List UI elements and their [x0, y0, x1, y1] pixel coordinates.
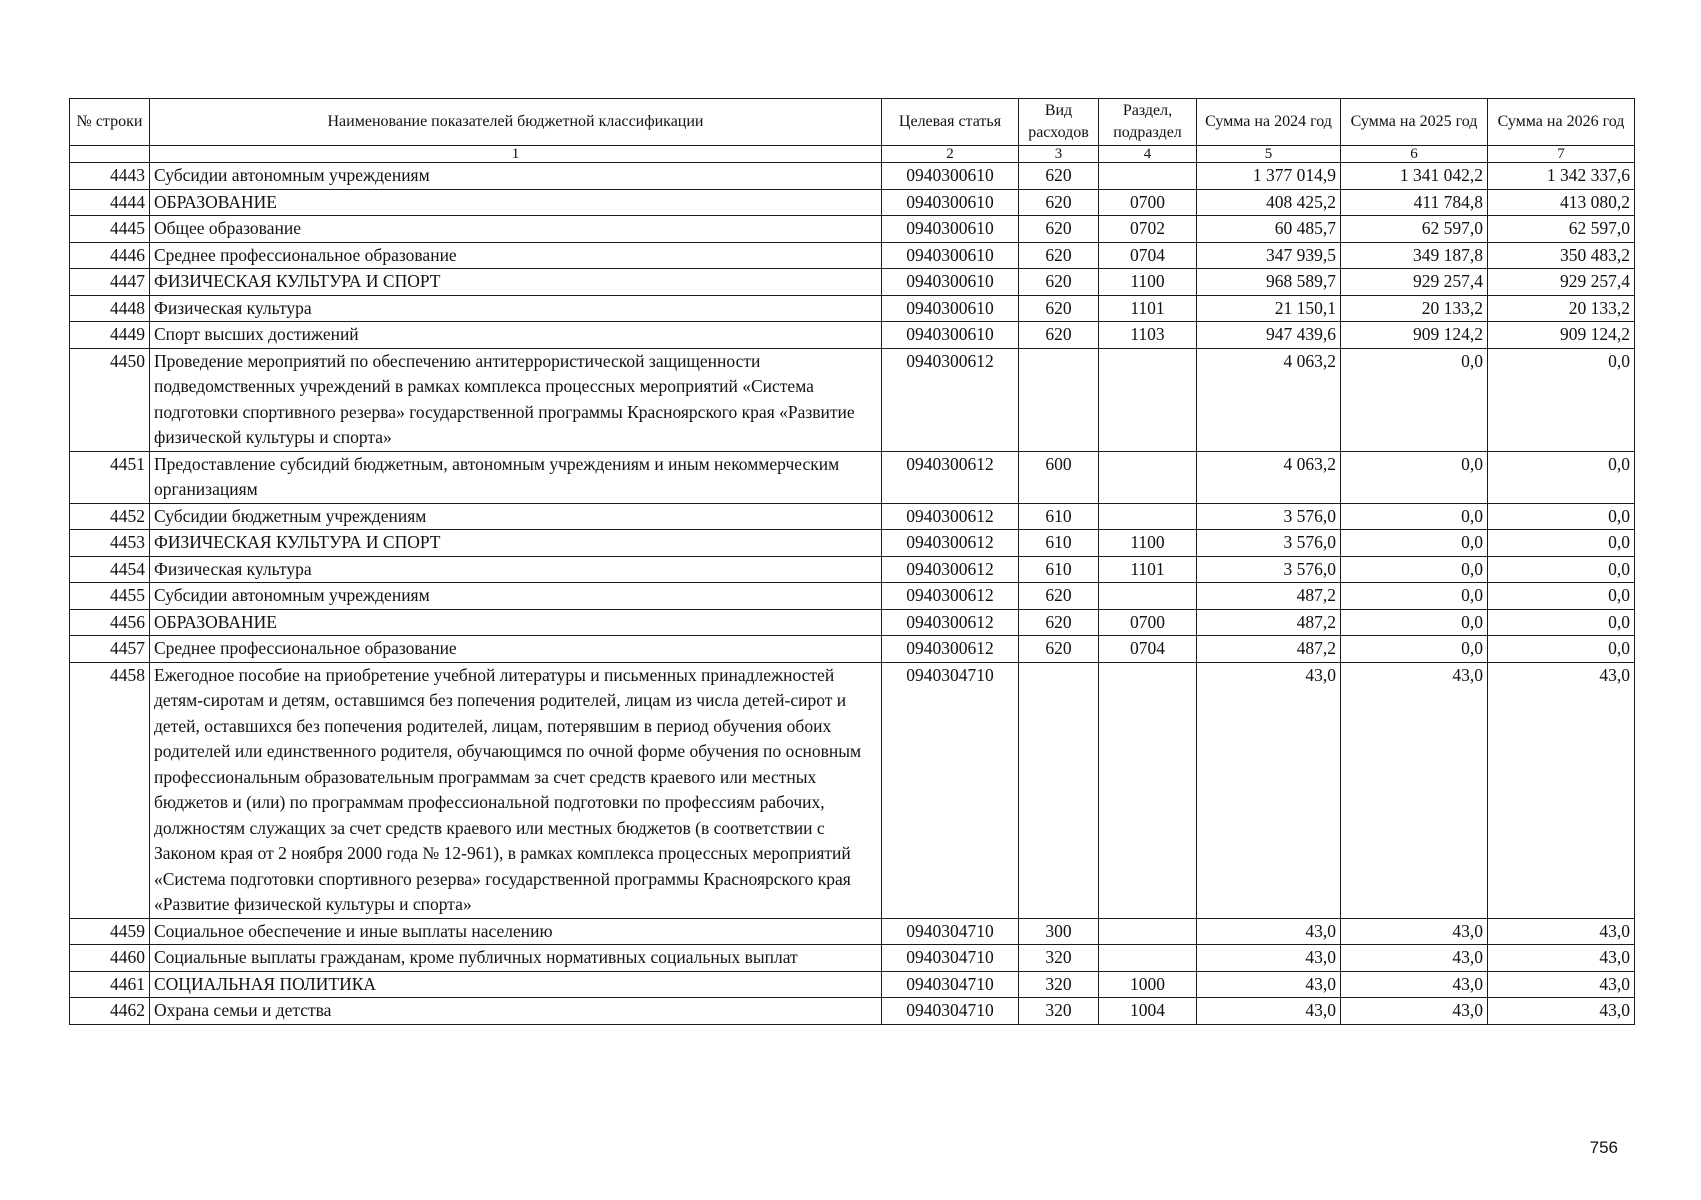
cell-section: 0700	[1099, 189, 1197, 216]
cell-expense-type: 610	[1019, 503, 1099, 530]
cell-sum-2024: 43,0	[1197, 662, 1341, 918]
header-target-article: Целевая статья	[882, 99, 1019, 146]
cell-sum-2026: 909 124,2	[1488, 322, 1635, 349]
budget-table	[69, 98, 1635, 1025]
table-row	[70, 583, 1635, 610]
column-number: 6	[1341, 146, 1488, 163]
cell-sum-2024: 3 576,0	[1197, 556, 1341, 583]
cell-name: Спорт высших достижений	[150, 322, 882, 349]
cell-sum-2026: 0,0	[1488, 556, 1635, 583]
cell-sum-2024: 43,0	[1197, 998, 1341, 1025]
cell-target-article: 0940300610	[882, 163, 1019, 190]
cell-sum-2024: 4 063,2	[1197, 451, 1341, 503]
cell-name: Субсидии бюджетным учреждениям	[150, 503, 882, 530]
cell-sum-2025: 0,0	[1341, 556, 1488, 583]
cell-sum-2026: 350 483,2	[1488, 242, 1635, 269]
cell-name: Проведение мероприятий по обеспечению антитеррористической защищенности подведомственных учреждений в рамках комплекса процессных мероприятий «Система подготовки спортивного резерва» государственной программы Красноярского края «Развитие физической культуры и спорта»	[150, 348, 882, 451]
cell-sum-2025: 0,0	[1341, 583, 1488, 610]
cell-row-number: 4454	[70, 556, 150, 583]
cell-row-number: 4451	[70, 451, 150, 503]
cell-sum-2025: 349 187,8	[1341, 242, 1488, 269]
cell-sum-2024: 1 377 014,9	[1197, 163, 1341, 190]
cell-row-number: 4461	[70, 971, 150, 998]
cell-section: 0704	[1099, 242, 1197, 269]
cell-row-number: 4449	[70, 322, 150, 349]
cell-target-article: 0940300610	[882, 242, 1019, 269]
cell-section: 1000	[1099, 971, 1197, 998]
cell-sum-2026: 413 080,2	[1488, 189, 1635, 216]
cell-name: Общее образование	[150, 216, 882, 243]
header-sum-2025: Сумма на 2025 год	[1341, 99, 1488, 146]
cell-sum-2024: 487,2	[1197, 583, 1341, 610]
header-expense-type: Вид расходов	[1019, 99, 1099, 146]
cell-name: Социальные выплаты гражданам, кроме публичных нормативных социальных выплат	[150, 945, 882, 972]
cell-sum-2025: 0,0	[1341, 609, 1488, 636]
cell-expense-type: 620	[1019, 269, 1099, 296]
header-name: Наименование показателей бюджетной классификации	[150, 99, 882, 146]
cell-section: 1100	[1099, 530, 1197, 557]
cell-sum-2026: 0,0	[1488, 530, 1635, 557]
cell-row-number: 4450	[70, 348, 150, 451]
cell-name: Физическая культура	[150, 556, 882, 583]
cell-row-number: 4456	[70, 609, 150, 636]
cell-sum-2026: 0,0	[1488, 503, 1635, 530]
cell-sum-2025: 43,0	[1341, 918, 1488, 945]
cell-expense-type	[1019, 662, 1099, 918]
column-number: 7	[1488, 146, 1635, 163]
cell-sum-2026: 1 342 337,6	[1488, 163, 1635, 190]
cell-sum-2024: 3 576,0	[1197, 530, 1341, 557]
cell-sum-2026: 43,0	[1488, 918, 1635, 945]
cell-expense-type: 610	[1019, 556, 1099, 583]
cell-name: Социальное обеспечение и иные выплаты населению	[150, 918, 882, 945]
cell-row-number: 4446	[70, 242, 150, 269]
table-row	[70, 451, 1635, 503]
table-row	[70, 216, 1635, 243]
cell-target-article: 0940300612	[882, 530, 1019, 557]
header-section: Раздел, подраздел	[1099, 99, 1197, 146]
cell-name: Охрана семьи и детства	[150, 998, 882, 1025]
cell-name: ФИЗИЧЕСКАЯ КУЛЬТУРА И СПОРТ	[150, 269, 882, 296]
cell-row-number: 4462	[70, 998, 150, 1025]
cell-section: 0704	[1099, 636, 1197, 663]
cell-section: 1004	[1099, 998, 1197, 1025]
header-sum-2024: Сумма на 2024 год	[1197, 99, 1341, 146]
cell-name: Физическая культура	[150, 295, 882, 322]
cell-section: 0700	[1099, 609, 1197, 636]
cell-expense-type: 320	[1019, 945, 1099, 972]
column-number: 5	[1197, 146, 1341, 163]
cell-sum-2026: 0,0	[1488, 636, 1635, 663]
cell-sum-2025: 43,0	[1341, 662, 1488, 918]
cell-section	[1099, 918, 1197, 945]
cell-expense-type: 620	[1019, 163, 1099, 190]
cell-sum-2024: 947 439,6	[1197, 322, 1341, 349]
cell-row-number: 4444	[70, 189, 150, 216]
cell-sum-2025: 62 597,0	[1341, 216, 1488, 243]
cell-target-article: 0940300610	[882, 295, 1019, 322]
cell-sum-2024: 487,2	[1197, 609, 1341, 636]
table-row	[70, 163, 1635, 190]
cell-target-article: 0940304710	[882, 998, 1019, 1025]
cell-target-article: 0940300612	[882, 636, 1019, 663]
cell-row-number: 4453	[70, 530, 150, 557]
cell-expense-type: 620	[1019, 189, 1099, 216]
table-row	[70, 503, 1635, 530]
table-row	[70, 348, 1635, 451]
table-row	[70, 636, 1635, 663]
cell-sum-2026: 0,0	[1488, 609, 1635, 636]
cell-row-number: 4447	[70, 269, 150, 296]
table-row	[70, 971, 1635, 998]
cell-sum-2024: 3 576,0	[1197, 503, 1341, 530]
cell-sum-2024: 43,0	[1197, 918, 1341, 945]
cell-sum-2025: 20 133,2	[1341, 295, 1488, 322]
cell-sum-2026: 0,0	[1488, 451, 1635, 503]
header-sum-2026: Сумма на 2026 год	[1488, 99, 1635, 146]
cell-sum-2026: 43,0	[1488, 971, 1635, 998]
cell-sum-2026: 43,0	[1488, 662, 1635, 918]
table-row	[70, 242, 1635, 269]
cell-sum-2025: 411 784,8	[1341, 189, 1488, 216]
column-number: 2	[882, 146, 1019, 163]
cell-expense-type: 320	[1019, 971, 1099, 998]
cell-sum-2025: 909 124,2	[1341, 322, 1488, 349]
cell-expense-type: 620	[1019, 216, 1099, 243]
cell-expense-type: 600	[1019, 451, 1099, 503]
cell-expense-type: 620	[1019, 295, 1099, 322]
cell-name: Среднее профессиональное образование	[150, 242, 882, 269]
cell-expense-type: 620	[1019, 583, 1099, 610]
cell-sum-2024: 4 063,2	[1197, 348, 1341, 451]
cell-row-number: 4459	[70, 918, 150, 945]
column-number-row	[70, 146, 1635, 163]
cell-section	[1099, 945, 1197, 972]
cell-target-article: 0940304710	[882, 945, 1019, 972]
table-row	[70, 945, 1635, 972]
cell-row-number: 4460	[70, 945, 150, 972]
column-number	[70, 146, 150, 163]
cell-target-article: 0940300610	[882, 269, 1019, 296]
cell-sum-2024: 487,2	[1197, 636, 1341, 663]
cell-sum-2025: 929 257,4	[1341, 269, 1488, 296]
table-row	[70, 530, 1635, 557]
cell-sum-2026: 929 257,4	[1488, 269, 1635, 296]
cell-name: ОБРАЗОВАНИЕ	[150, 189, 882, 216]
cell-row-number: 4455	[70, 583, 150, 610]
cell-sum-2025: 0,0	[1341, 530, 1488, 557]
cell-name: Среднее профессиональное образование	[150, 636, 882, 663]
cell-expense-type: 320	[1019, 998, 1099, 1025]
table-row	[70, 998, 1635, 1025]
cell-target-article: 0940304710	[882, 918, 1019, 945]
cell-target-article: 0940300612	[882, 583, 1019, 610]
cell-sum-2024: 968 589,7	[1197, 269, 1341, 296]
cell-expense-type: 620	[1019, 609, 1099, 636]
cell-expense-type: 620	[1019, 636, 1099, 663]
cell-expense-type: 620	[1019, 242, 1099, 269]
cell-section: 1103	[1099, 322, 1197, 349]
table-row	[70, 556, 1635, 583]
cell-section: 1101	[1099, 556, 1197, 583]
cell-sum-2026: 43,0	[1488, 998, 1635, 1025]
cell-target-article: 0940300610	[882, 189, 1019, 216]
cell-sum-2025: 43,0	[1341, 971, 1488, 998]
cell-expense-type: 300	[1019, 918, 1099, 945]
cell-name: СОЦИАЛЬНАЯ ПОЛИТИКА	[150, 971, 882, 998]
cell-sum-2024: 21 150,1	[1197, 295, 1341, 322]
table-row	[70, 918, 1635, 945]
cell-target-article: 0940300612	[882, 503, 1019, 530]
table-row	[70, 295, 1635, 322]
page-number: 756	[1589, 1138, 1618, 1157]
table-body	[70, 146, 1635, 1025]
cell-sum-2025: 0,0	[1341, 348, 1488, 451]
cell-sum-2026: 0,0	[1488, 348, 1635, 451]
cell-sum-2024: 43,0	[1197, 945, 1341, 972]
table-row	[70, 662, 1635, 918]
cell-sum-2026: 43,0	[1488, 945, 1635, 972]
cell-name: ОБРАЗОВАНИЕ	[150, 609, 882, 636]
cell-sum-2026: 20 133,2	[1488, 295, 1635, 322]
cell-name: Ежегодное пособие на приобретение учебной литературы и письменных принадлежностей детям-сиротам и детям, оставшимся без попечения родителей, лицам из числа детей-сирот и детей, оставшихся без попечения родителей, лицам, потерявшим в период обучения обоих родителей или единственного родителя, обучающимся по очной форме обучения по основным профессиональным образовательным программам за счет средств краевого или местных бюджетов и (или) по программам профессиональной подготовки по профессиям рабочих, должностям служащих за счет средств краевого или местных бюджетов (в соответствии с Законом края от 2 ноября 2000 года № 12-961), в рамках комплекса процессных мероприятий «Система подготовки спортивного резерва» государственной программы Красноярского края «Развитие физической культуры и спорта»	[150, 662, 882, 918]
cell-target-article: 0940300610	[882, 216, 1019, 243]
cell-section: 0702	[1099, 216, 1197, 243]
column-number: 4	[1099, 146, 1197, 163]
cell-section	[1099, 583, 1197, 610]
cell-section: 1100	[1099, 269, 1197, 296]
cell-sum-2024: 43,0	[1197, 971, 1341, 998]
cell-section	[1099, 662, 1197, 918]
cell-name: Субсидии автономным учреждениям	[150, 163, 882, 190]
cell-section	[1099, 451, 1197, 503]
column-number: 3	[1019, 146, 1099, 163]
cell-name: Субсидии автономным учреждениям	[150, 583, 882, 610]
cell-sum-2026: 0,0	[1488, 583, 1635, 610]
cell-row-number: 4448	[70, 295, 150, 322]
cell-sum-2025: 43,0	[1341, 945, 1488, 972]
cell-sum-2024: 347 939,5	[1197, 242, 1341, 269]
cell-target-article: 0940304710	[882, 971, 1019, 998]
cell-expense-type	[1019, 348, 1099, 451]
table-row	[70, 609, 1635, 636]
cell-sum-2025: 1 341 042,2	[1341, 163, 1488, 190]
column-number: 1	[150, 146, 882, 163]
cell-sum-2025: 0,0	[1341, 451, 1488, 503]
cell-section	[1099, 503, 1197, 530]
cell-name: ФИЗИЧЕСКАЯ КУЛЬТУРА И СПОРТ	[150, 530, 882, 557]
cell-sum-2024: 60 485,7	[1197, 216, 1341, 243]
cell-target-article: 0940300612	[882, 348, 1019, 451]
cell-target-article: 0940300610	[882, 322, 1019, 349]
cell-sum-2026: 62 597,0	[1488, 216, 1635, 243]
cell-sum-2025: 0,0	[1341, 636, 1488, 663]
cell-section	[1099, 163, 1197, 190]
cell-row-number: 4445	[70, 216, 150, 243]
cell-sum-2025: 0,0	[1341, 503, 1488, 530]
table-row	[70, 322, 1635, 349]
cell-target-article: 0940300612	[882, 451, 1019, 503]
cell-row-number: 4458	[70, 662, 150, 918]
cell-expense-type: 620	[1019, 322, 1099, 349]
table-row	[70, 269, 1635, 296]
cell-expense-type: 610	[1019, 530, 1099, 557]
cell-row-number: 4443	[70, 163, 150, 190]
cell-section	[1099, 348, 1197, 451]
cell-row-number: 4457	[70, 636, 150, 663]
cell-sum-2024: 408 425,2	[1197, 189, 1341, 216]
table-row	[70, 189, 1635, 216]
cell-target-article: 0940304710	[882, 662, 1019, 918]
cell-sum-2025: 43,0	[1341, 998, 1488, 1025]
cell-name: Предоставление субсидий бюджетным, автономным учреждениям и иным некоммерческим организациям	[150, 451, 882, 503]
header-row-number: № строки	[70, 99, 150, 146]
cell-row-number: 4452	[70, 503, 150, 530]
cell-section: 1101	[1099, 295, 1197, 322]
cell-target-article: 0940300612	[882, 609, 1019, 636]
header-row	[70, 99, 1635, 146]
cell-target-article: 0940300612	[882, 556, 1019, 583]
